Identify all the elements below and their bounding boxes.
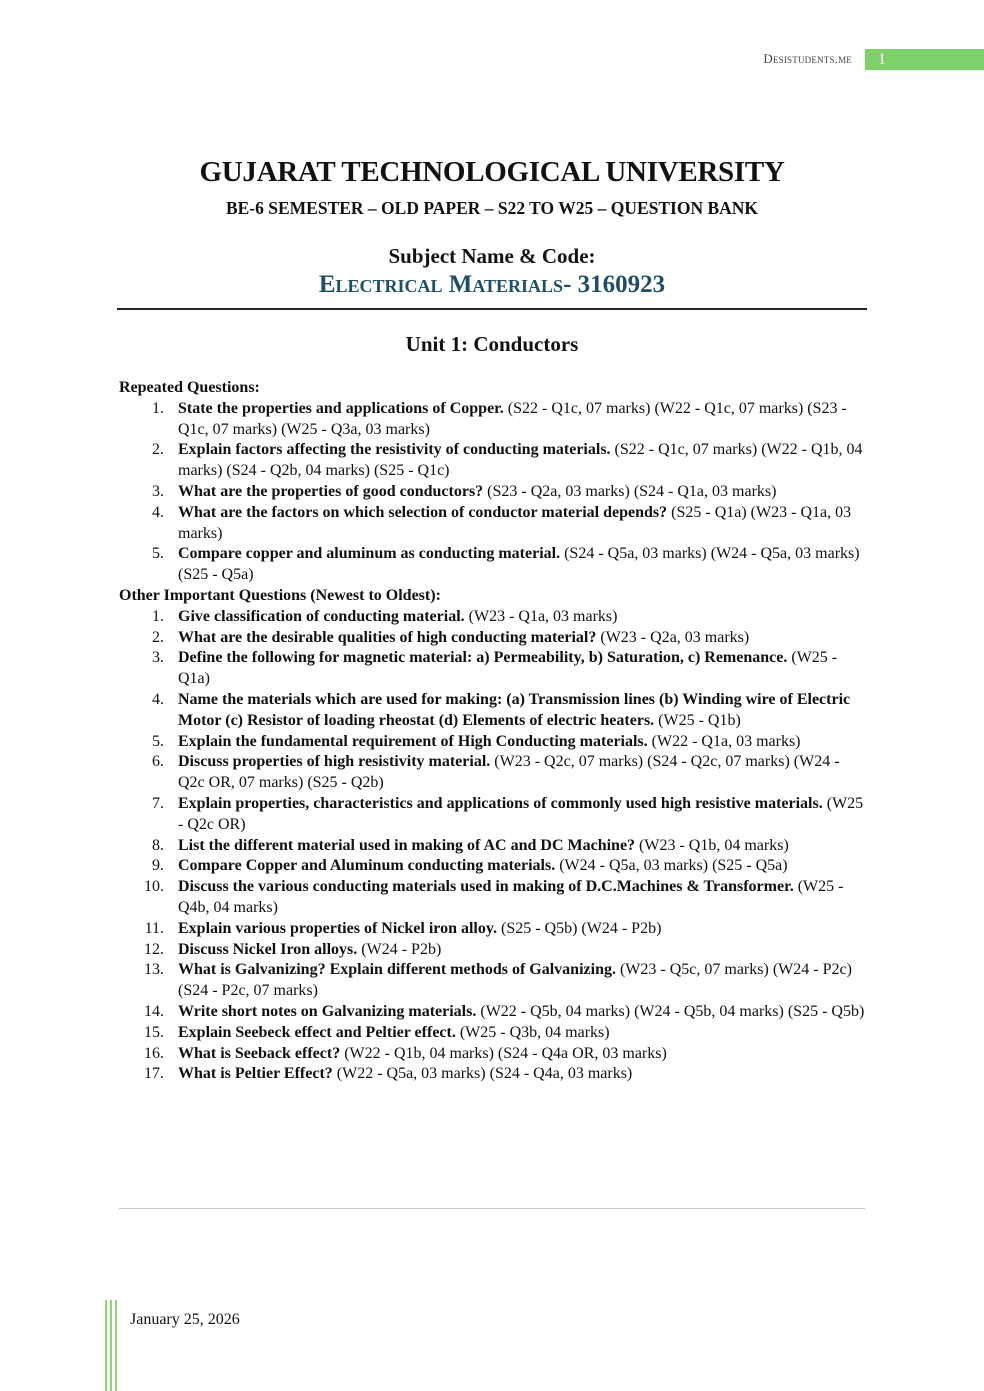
question-item bbox=[119, 482, 869, 503]
question-item bbox=[119, 607, 869, 628]
document-subtitle: BE-6 SEMESTER – OLD PAPER – S22 TO W25 – QUESTION BANK bbox=[225, 198, 759, 218]
question-number: 14. bbox=[144, 1002, 164, 1020]
question-item bbox=[119, 856, 869, 877]
question-reference: (W22 - Q5b, 04 marks) (W24 - Q5b, 04 marks) (S25 - Q5b) bbox=[476, 1002, 865, 1020]
question-text: Discuss properties of high resistivity material. bbox=[178, 753, 491, 771]
question-item bbox=[119, 940, 869, 961]
subject-label: Subject Name & Code: bbox=[388, 244, 596, 268]
question-item bbox=[119, 794, 869, 836]
question-number: 4. bbox=[152, 690, 164, 708]
question-text: Explain the fundamental requirement of High Conducting materials. bbox=[178, 732, 648, 750]
question-number: 2. bbox=[152, 441, 164, 459]
other-questions-list bbox=[119, 607, 869, 1085]
question-number: 3. bbox=[152, 649, 164, 667]
footer-divider bbox=[119, 1208, 865, 1209]
question-reference: (W24 - P2b) bbox=[357, 940, 442, 958]
question-number: 4. bbox=[152, 503, 164, 521]
question-number: 17. bbox=[144, 1065, 164, 1083]
question-text: What are the desirable qualities of high conducting material? bbox=[178, 628, 597, 646]
page-number: 1 bbox=[878, 51, 886, 68]
question-text: Compare copper and aluminum as conducting material. bbox=[178, 545, 561, 563]
question-reference: (S22 - Q1c, 07 marks) (W22 - Q1b, 04 marks) (S24 - Q2b, 04 marks) (S25 - Q1c) bbox=[178, 441, 863, 480]
question-reference: (W23 - Q5c, 07 marks) (W24 - P2c) (S24 - P2c, 07 marks) bbox=[178, 961, 852, 1000]
question-text: Give classification of conducting material. bbox=[178, 607, 465, 625]
question-text: Compare Copper and Aluminum conducting materials. bbox=[178, 857, 556, 875]
question-item bbox=[119, 503, 869, 545]
question-item bbox=[119, 628, 869, 649]
question-text: What is Galvanizing? Explain different methods of Galvanizing. bbox=[178, 961, 616, 979]
question-text: What are the factors on which selection of conductor material depends? bbox=[178, 503, 668, 521]
repeated-questions-list bbox=[119, 399, 869, 586]
question-reference: (S23 - Q2a, 03 marks) (S24 - Q1a, 03 marks) bbox=[483, 482, 777, 500]
question-number: 15. bbox=[144, 1023, 164, 1041]
question-number: 5. bbox=[152, 545, 164, 563]
title-divider bbox=[117, 308, 867, 310]
footer-bar bbox=[110, 1300, 112, 1391]
question-reference: (W23 - Q2a, 03 marks) bbox=[596, 628, 750, 646]
question-reference: (W25 - Q1b) bbox=[654, 711, 741, 729]
repeated-questions-heading: Repeated Questions: bbox=[119, 379, 260, 396]
question-text: Explain Seebeck effect and Peltier effect. bbox=[178, 1023, 456, 1041]
other-questions-heading: Other Important Questions (Newest to Oldest): bbox=[119, 586, 441, 604]
question-number: 2. bbox=[152, 628, 164, 646]
question-text: Name the materials which are used for making: (a) Transmission lines (b) Winding wire of Electric Motor (c) Resistor of loading rheostat (d) Elements of electric heaters. bbox=[178, 690, 851, 729]
question-item bbox=[119, 836, 869, 857]
question-item bbox=[119, 1002, 869, 1023]
question-number: 5. bbox=[152, 732, 164, 750]
question-item bbox=[119, 732, 869, 753]
question-number: 1. bbox=[152, 399, 164, 417]
question-number: 16. bbox=[144, 1044, 164, 1062]
question-item bbox=[119, 919, 869, 940]
question-number: 11. bbox=[144, 919, 164, 937]
question-item bbox=[119, 1044, 869, 1065]
question-number: 1. bbox=[152, 607, 164, 625]
question-reference: (W22 - Q1b, 04 marks) (S24 - Q4a OR, 03 marks) bbox=[340, 1044, 667, 1062]
question-reference: (W23 - Q1b, 04 marks) bbox=[635, 836, 789, 854]
question-text: Discuss Nickel Iron alloys. bbox=[178, 940, 358, 958]
question-reference: (W25 - Q1a) bbox=[178, 649, 838, 688]
footer-bar bbox=[115, 1300, 117, 1391]
document-title: GUJARAT TECHNOLOGICAL UNIVERSITY bbox=[199, 156, 785, 188]
question-number: 7. bbox=[152, 794, 164, 812]
question-number: 6. bbox=[152, 753, 164, 771]
question-text: Discuss the various conducting materials used in making of D.C.Machines & Transformer. bbox=[178, 878, 794, 896]
question-reference: (W22 - Q1a, 03 marks) bbox=[647, 732, 801, 750]
question-reference: (W25 - Q4b, 04 marks) bbox=[178, 878, 844, 916]
question-item bbox=[119, 1023, 869, 1044]
question-reference: (W25 - Q3b, 04 marks) bbox=[455, 1023, 610, 1041]
question-text: Explain various properties of Nickel iron alloy. bbox=[178, 919, 497, 937]
header-site-name: Desistudents.me bbox=[763, 51, 852, 66]
page-number-badge bbox=[865, 49, 984, 70]
question-number: 9. bbox=[152, 857, 164, 875]
question-item bbox=[119, 960, 869, 1002]
unit-title: Unit 1: Conductors bbox=[405, 332, 579, 356]
question-text: List the different material used in making of AC and DC Machine? bbox=[178, 836, 636, 854]
question-text: Write short notes on Galvanizing materials. bbox=[178, 1002, 477, 1020]
subject-name: Electrical Materials- 3160923 bbox=[318, 271, 666, 298]
question-reference: (W22 - Q5a, 03 marks) (S24 - Q4a, 03 marks) bbox=[332, 1065, 633, 1083]
question-item bbox=[119, 752, 869, 794]
question-number: 13. bbox=[144, 961, 164, 979]
question-text: Explain properties, characteristics and applications of commonly used high resistive materials. bbox=[178, 794, 823, 812]
question-text: State the properties and applications of Copper. bbox=[178, 399, 504, 417]
question-reference: (S22 - Q1c, 07 marks) (W22 - Q1c, 07 marks) (S23 - Q1c, 07 marks) (W25 - Q3a, 03 marks) bbox=[178, 399, 847, 438]
question-item bbox=[119, 1064, 869, 1085]
question-reference: (S24 - Q5a, 03 marks) (W24 - Q5a, 03 marks) (S25 - Q5a) bbox=[178, 545, 860, 584]
question-item bbox=[119, 877, 869, 919]
footer-date: January 25, 2026 bbox=[130, 1311, 240, 1328]
question-item bbox=[119, 440, 869, 482]
question-item bbox=[119, 399, 869, 441]
question-reference: (W23 - Q1a, 03 marks) bbox=[464, 607, 618, 625]
question-reference: (W24 - Q5a, 03 marks) (S25 - Q5a) bbox=[555, 857, 788, 875]
question-reference: (S25 - Q1a) (W23 - Q1a, 03 marks) bbox=[178, 503, 852, 542]
question-text: What is Seeback effect? bbox=[178, 1044, 341, 1062]
footer-accent-bars bbox=[105, 1300, 117, 1391]
question-item bbox=[119, 544, 869, 586]
question-item bbox=[119, 648, 869, 690]
question-number: 8. bbox=[152, 836, 164, 854]
question-reference: (W23 - Q2c, 07 marks) (S24 - Q2c, 07 marks) (W24 - Q2c OR, 07 marks) (S25 - Q2b) bbox=[178, 753, 840, 792]
question-reference: (S25 - Q5b) (W24 - P2b) bbox=[496, 919, 662, 937]
question-number: 3. bbox=[152, 482, 164, 500]
question-number: 10. bbox=[144, 878, 164, 896]
question-text: What is Peltier Effect? bbox=[178, 1065, 333, 1083]
footer-bar bbox=[105, 1300, 107, 1391]
question-content bbox=[119, 378, 869, 1085]
question-item bbox=[119, 690, 869, 732]
question-text: Define the following for magnetic material: a) Permeability, b) Saturation, c) Remenance. bbox=[178, 649, 788, 667]
question-text: Explain factors affecting the resistivity of conducting materials. bbox=[178, 441, 611, 459]
question-reference: (W25 - Q2c OR) bbox=[178, 794, 864, 833]
question-text: What are the properties of good conductors? bbox=[178, 482, 484, 500]
question-number: 12. bbox=[144, 940, 164, 958]
